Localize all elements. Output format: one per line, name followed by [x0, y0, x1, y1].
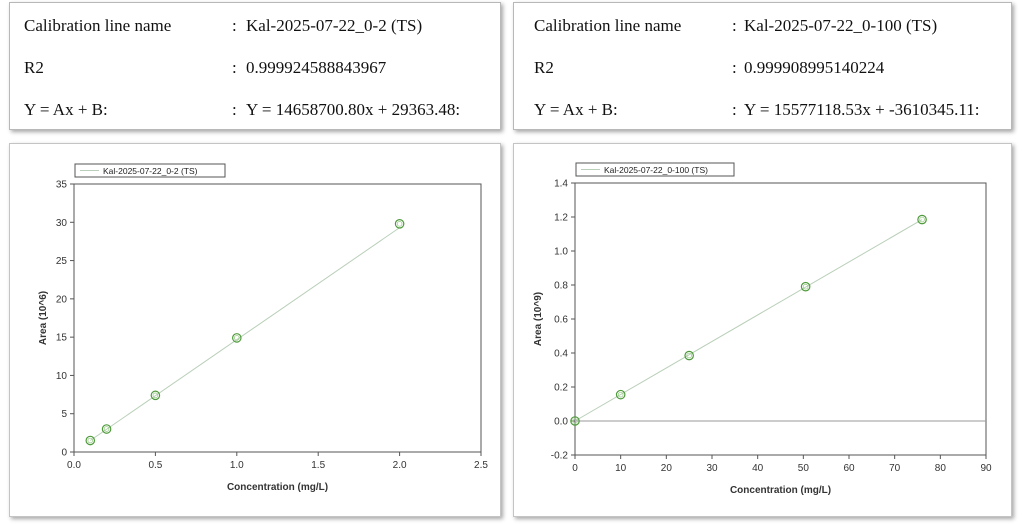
y-tick-label: -0.2	[550, 450, 568, 462]
chart-panel-left	[9, 143, 501, 517]
x-tick-label: 0	[572, 463, 578, 474]
x-tick-label: 1.0	[229, 460, 244, 471]
y-tick-label: 1.4	[554, 178, 568, 190]
y-tick-label: 25	[55, 256, 67, 268]
calibration-info-panel-left	[9, 2, 501, 130]
x-tick-label: 10	[615, 463, 627, 474]
colon: :	[232, 58, 237, 77]
x-tick-label: 2.5	[474, 460, 488, 471]
legend-entry-label: Kal-2025-07-22_0-2 (TS)	[103, 166, 198, 176]
data-point-marker	[395, 220, 403, 228]
colon: :	[732, 100, 737, 119]
x-tick-label: 70	[889, 463, 901, 474]
data-point-marker	[685, 351, 693, 359]
x-tick-label: 50	[797, 463, 809, 474]
colon: :	[232, 16, 237, 35]
calibration-name-value: Kal-2025-07-22_0-2 (TS)	[246, 16, 423, 35]
y-axis-label: Area (10^9)	[533, 291, 544, 347]
y-tick-label: 35	[55, 179, 67, 191]
legend-entry-label: Kal-2025-07-22_0-100 (TS)	[604, 165, 708, 175]
y-tick-label: 20	[55, 294, 67, 306]
calibration-fit-line	[575, 220, 922, 421]
x-tick-label: 60	[843, 463, 855, 474]
r2-value: 0.999924588843967	[246, 58, 387, 77]
colon: :	[732, 16, 737, 35]
x-axis-label: Concentration (mg/L)	[729, 485, 832, 496]
equation-label: Y = Ax + B:	[24, 100, 108, 119]
calibration-chart-left	[10, 144, 500, 516]
y-axis-label: Area (10^6)	[38, 290, 49, 346]
y-tick-label: 5	[61, 409, 67, 421]
calibration-name-label: Calibration line name	[24, 16, 172, 35]
x-axis-label: Concentration (mg/L)	[226, 482, 329, 493]
r2-label: R2	[24, 58, 44, 77]
x-tick-label: 20	[660, 463, 672, 474]
equation-value: Y = 15577118.53x + -3610345.11:	[744, 100, 980, 119]
y-tick-label: 1.2	[554, 212, 568, 224]
calibration-name-label: Calibration line name	[534, 16, 682, 35]
y-tick-label: 0.6	[554, 314, 568, 326]
r2-value: 0.999908995140224	[744, 58, 885, 77]
y-tick-label: 15	[55, 332, 67, 344]
y-tick-label: 0.2	[554, 382, 568, 394]
plot-area-frame	[575, 183, 986, 455]
data-point-marker-inner	[397, 221, 402, 226]
x-tick-label: 30	[706, 463, 718, 474]
x-tick-label: 0.5	[148, 460, 163, 471]
x-tick-label: 80	[934, 463, 946, 474]
y-tick-label: 0.8	[554, 280, 568, 292]
calibration-name-value: Kal-2025-07-22_0-100 (TS)	[744, 16, 938, 35]
y-tick-label: 10	[55, 370, 67, 382]
x-tick-label: 90	[980, 463, 992, 474]
plot-area-frame	[74, 184, 481, 452]
r2-label: R2	[534, 58, 554, 77]
chart-panel-right	[513, 143, 1012, 517]
x-tick-label: 2.0	[392, 460, 407, 471]
y-tick-label: 1.0	[554, 246, 568, 258]
calibration-fit-line	[90, 228, 399, 441]
calibration-chart-right	[514, 144, 1011, 516]
y-tick-label: 0.0	[554, 416, 568, 428]
colon: :	[732, 58, 737, 77]
equation-value: Y = 14658700.80x + 29363.48:	[246, 100, 461, 119]
y-tick-label: 0	[61, 447, 67, 459]
y-tick-label: 30	[55, 217, 67, 229]
y-tick-label: 0.4	[554, 348, 568, 360]
calibration-info-panel-right	[513, 2, 1012, 130]
colon: :	[232, 100, 237, 119]
x-tick-label: 0.0	[67, 460, 81, 471]
x-tick-label: 40	[752, 463, 764, 474]
x-tick-label: 1.5	[311, 460, 326, 471]
equation-label: Y = Ax + B:	[534, 100, 618, 119]
